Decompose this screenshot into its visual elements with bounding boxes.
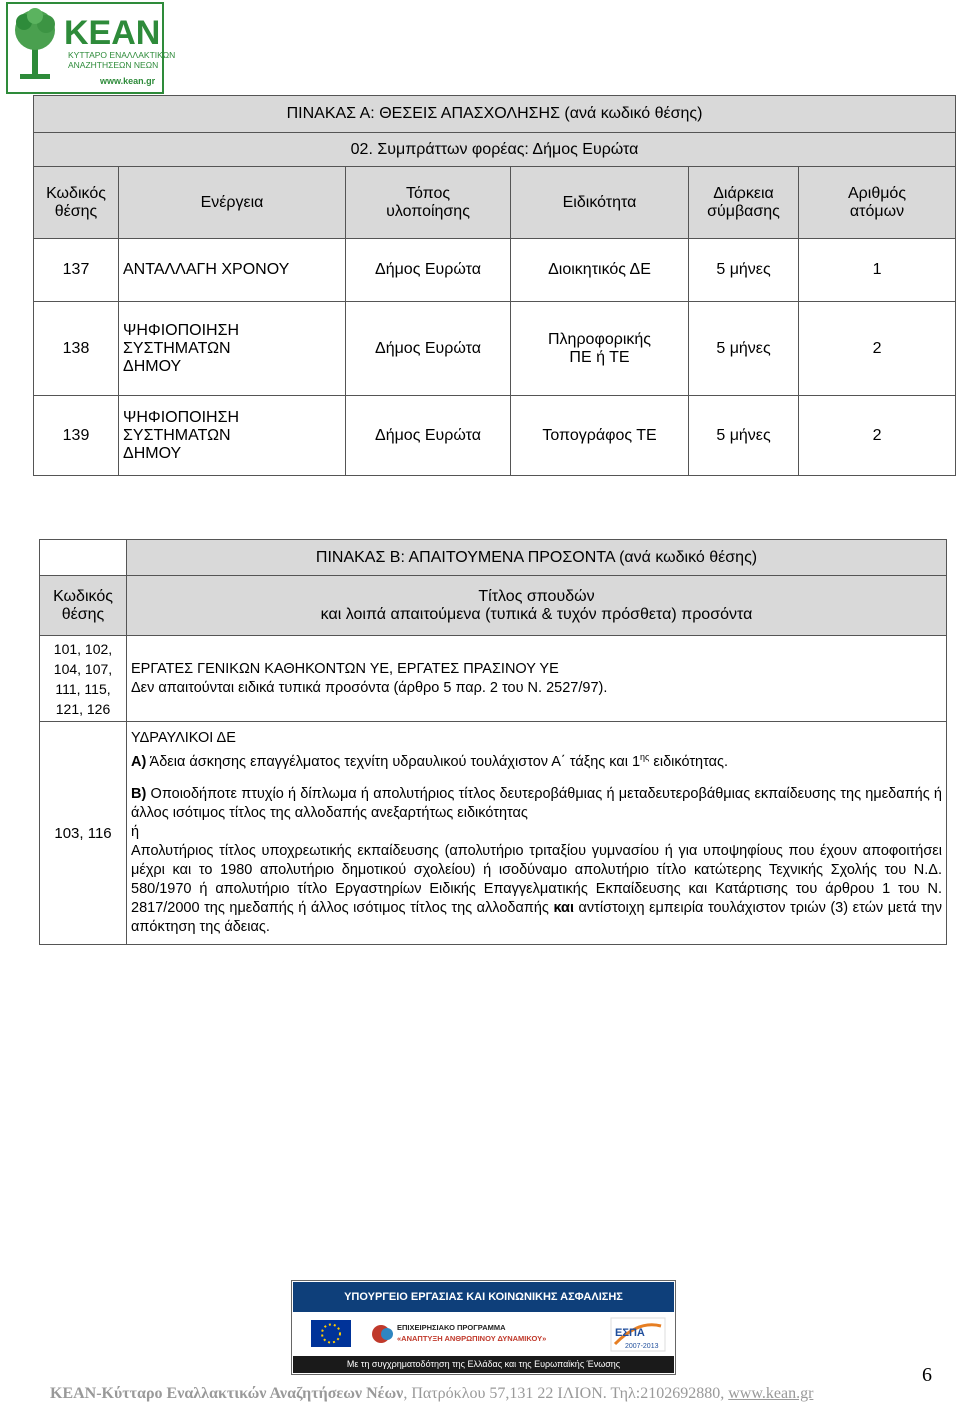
logo-url: www.kean.gr [100,76,156,86]
table-row [34,302,956,396]
row-count: 2 [799,302,956,396]
espa-text: ΕΣΠΑ [615,1327,645,1339]
table-a-subtitle: 02. Συμπράττων φορέας: Δήμος Ευρώτα [34,133,956,167]
funding-banner [291,1280,676,1375]
header-title: Τίτλος σπουδών και λοιπά απαιτούμενα (τυπικά & τυχόν πρόσθετα) προσόντα [127,576,947,636]
qual-heading: ΥΔΡΑΥΛΙΚΟΙ ΔΕ [131,729,236,746]
row-codes: 103, 116 [40,722,127,945]
row-code: 138 [34,302,119,396]
row-place: Δήμος Ευρώτα [346,239,511,302]
row-duration: 5 μήνες [689,302,799,396]
row-action: ΑΝΤΑΛΛΑΓΗ ΧΡΟΝΟΥ [119,239,346,302]
ministry-title: ΥΠΟΥΡΓΕΙΟ ΕΡΓΑΣΙΑΣ ΚΑΙ ΚΟΙΝΩΝΙΚΗΣ ΑΣΦΑΛΙΣΗΣ [293,1282,674,1312]
qual-line: ΕΡΓΑΤΕΣ ΓΕΝΙΚΩΝ ΚΑΘΗΚΟΝΤΩΝ ΥΕ, ΕΡΓΑΤΕΣ ΠΡΑΣΙΝΟΥ ΥΕ [131,660,559,677]
row-specialty: Πληροφορικής ΠΕ ή ΤΕ [511,302,689,396]
row-place: Δήμος Ευρώτα [346,302,511,396]
footer-link[interactable]: www.kean.gr [728,1385,814,1402]
eu-flag-icon [311,1320,351,1347]
header-count: Αριθμός ατόμων [799,167,956,239]
row-qualifications [127,722,947,945]
table-row [34,396,956,476]
table-row [40,636,947,722]
header-action: Ενέργεια [119,167,346,239]
cofunding-text: Με τη συγχρηματοδότηση της Ελλάδας και της Ευρωπαϊκής Ένωσης [293,1356,674,1373]
kean-logo-graphic [6,2,176,94]
row-duration: 5 μήνες [689,396,799,476]
table-row [40,722,947,945]
banner-logos [293,1312,674,1357]
header-duration: Διάρκεια σύμβασης [689,167,799,239]
table-b-header-row [40,576,947,636]
header-specialty: Ειδικότητα [511,167,689,239]
footer-org: KEAN-Κύτταρο Εναλλακτικών Αναζητήσεων Νέων [50,1385,404,1402]
footer-address: , Πατρόκλου 57,131 22 ΙΛΙΟΝ. Τηλ:2102692880, [403,1385,729,1402]
row-qualifications [127,636,947,722]
table-a-title: ΠΙΝΑΚΑΣ Α: ΘΕΣΕΙΣ ΑΠΑΣΧΟΛΗΣΗΣ (ανά κωδικό θέσης) [34,96,956,133]
qual-or: ή [131,824,140,841]
row-place: Δήμος Ευρώτα [346,396,511,476]
row-action: ΨΗΦΙΟΠΟΙΗΣΗ ΣΥΣΤΗΜΑΤΩΝ ΔΗΜΟΥ [119,302,346,396]
logo-title: KEAN [64,14,161,52]
header-place: Τόπος υλοποίησης [346,167,511,239]
table-qualifications [39,539,947,945]
header-code: Κωδικός θέσης [40,576,127,636]
qual-line: Δεν απαιτούνται ειδικά τυπικά προσόντα (άρθρο 5 παρ. 2 του Ν. 2527/97). [131,679,608,696]
page-number: 6 [922,1364,932,1386]
row-action: ΨΗΦΙΟΠΟΙΗΣΗ ΣΥΣΤΗΜΑΤΩΝ ΔΗΜΟΥ [119,396,346,476]
qual-b: Β) Οποιοδήποτε πτυχίο ή δίπλωμα ή απολυτήριος τίτλος δευτεροβάθμιας ή μεταδευτεροβάθμιας εκπαίδευσης της ημεδαπής ή άλλος ισότιμος τίτλος της αλλοδαπής ανεξαρτήτως ειδικότητας [131,786,942,822]
espa-years: 2007-2013 [625,1343,659,1350]
row-codes: 101, 102, 104, 107, 111, 115, 121, 126 [40,636,127,722]
row-count: 1 [799,239,956,302]
program-line2: «ΑΝΑΠΤΥΞΗ ΑΝΘΡΩΠΙΝΟΥ ΔΥΝΑΜΙΚΟΥ» [397,1334,547,1343]
table-a-header-row [34,167,956,239]
table-positions [33,95,956,476]
table-row [34,239,956,302]
row-specialty: Τοπογράφος ΤΕ [511,396,689,476]
row-specialty: Διοικητικός ΔΕ [511,239,689,302]
kean-logo [6,2,176,94]
row-duration: 5 μήνες [689,239,799,302]
logo-line1: ΚΥΤΤΑΡΟ ΕΝΑΛΛΑΚΤΙΚΩΝ [68,50,176,60]
row-code: 139 [34,396,119,476]
table-b-title: ΠΙΝΑΚΑΣ Β: ΑΠΑΙΤΟΥΜΕΝΑ ΠΡΟΣΟΝΤΑ (ανά κωδικό θέσης) [127,540,947,576]
logo-line2: ΑΝΑΖΗΤΗΣΕΩΝ ΝΕΩΝ [68,60,159,70]
qual-a: Α) Άδεια άσκησης επαγγέλματος τεχνίτη υδραυλικού τουλάχιστον Α΄ τάξης και $1^{\eta\varsigma}$ ειδικότητας. [131,751,729,770]
qual-c: Απολυτήριος τίτλος υποχρεωτικής εκπαίδευσης (απολυτήριο τριταξίου γυμνασίου ή για υποψηφίους που έχουν αποφοιτήσει μέχρι και το 1980 απολυτήριο δημοτικού σχολείου) ή ισοδύναμο απολυτήριο τίτλο κατώτερης Τεχνικής Σχολής του Ν.Δ. 580/1970 ή απολυτήριο τίτλο Εργαστηρίων Ειδικής Επαγγελματικής Εκπαίδευσης και Κατάρτισης του άρθρου 1 του Ν. 2817/2000 της ημεδαπής ή άλλος ισότιμος τίτλος της αλλοδαπής και αντίστοιχη εμπειρία τουλάχιστον τριών (3) ετών μετά την απόκτηση της άδειας. [131,843,942,936]
program-logo-icon [372,1325,393,1343]
row-code: 137 [34,239,119,302]
footer [50,1385,930,1403]
program-line1: ΕΠΙΧΕΙΡΗΣΙΑΚΟ ΠΡΟΓΡΑΜΜΑ [397,1323,506,1332]
row-count: 2 [799,396,956,476]
header-code: Κωδικός θέσης [34,167,119,239]
